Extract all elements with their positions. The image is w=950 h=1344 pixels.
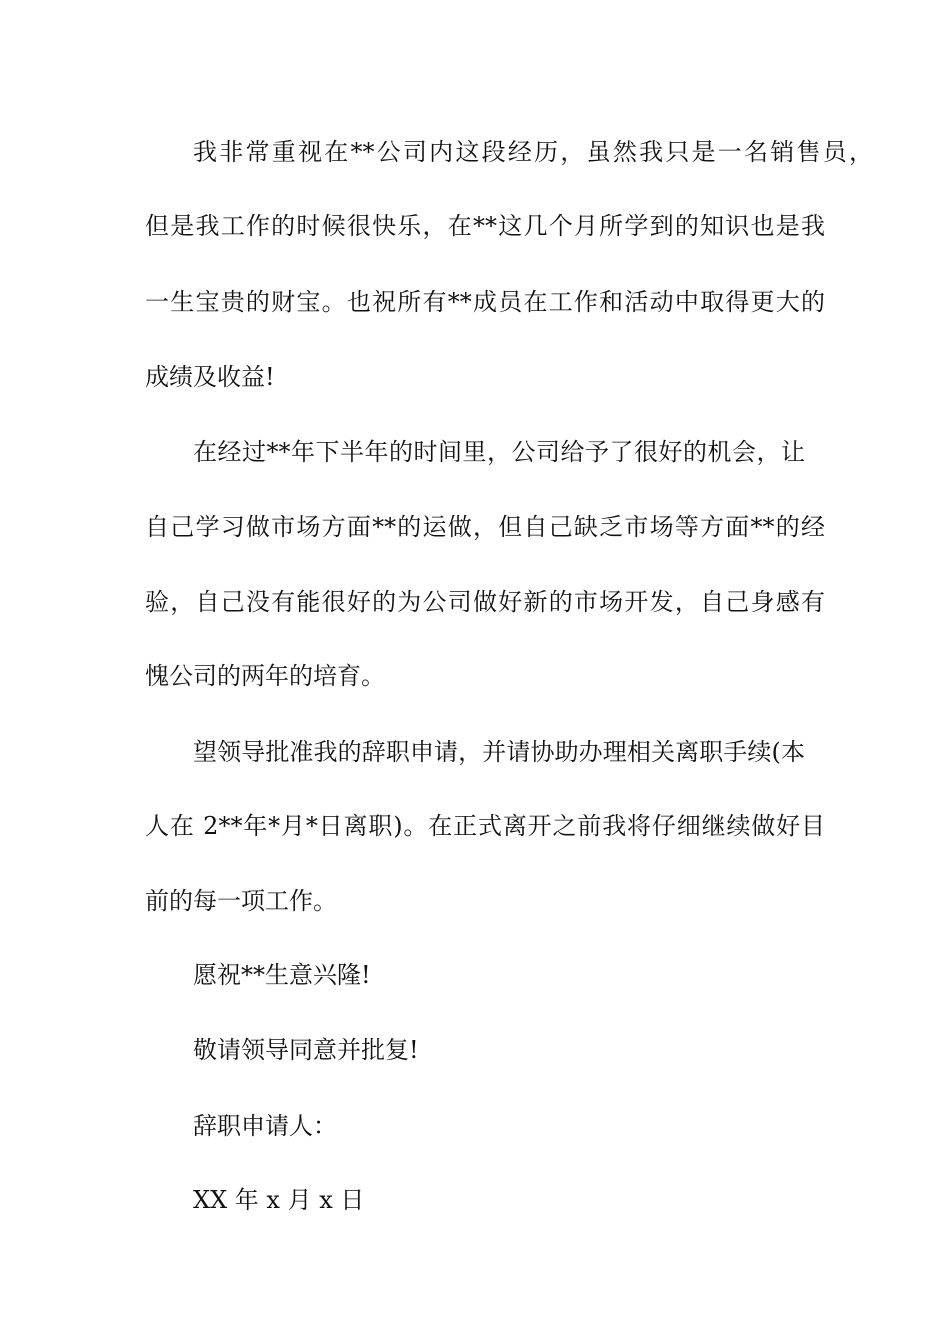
paragraph-2-line-2: 自己学习做市场方面**的运做，但自己缺乏市场等方面**的经 (145, 513, 825, 541)
closing-wish: 愿祝**生意兴隆! (193, 961, 371, 989)
paragraph-1-line-4: 成绩及收益! (145, 363, 275, 391)
paragraph-1-line-1: 我非常重视在**公司内这段经历，虽然我只是一名销售员， (193, 138, 873, 166)
paragraph-1-line-3: 一生宝贵的财宝。也祝所有**成员在工作和活动中取得更大的 (145, 288, 825, 316)
closing-request: 敬请领导同意并批复! (193, 1036, 419, 1064)
paragraph-1-line-2: 但是我工作的时候很快乐，在**这几个月所学到的知识也是我 (145, 212, 825, 240)
signature-date: XX 年 x 月 x 日 (193, 1186, 365, 1214)
paragraph-3-line-2: 人在 2**年*月*日离职)。在正式离开之前我将仔细继续做好目 (145, 812, 825, 840)
paragraph-2-line-4: 愧公司的两年的培育。 (145, 662, 385, 690)
paragraph-3-line-1: 望领导批准我的辞职申请，并请协助办理相关离职手续(本 (193, 738, 805, 766)
applicant-label: 辞职申请人： (193, 1112, 337, 1140)
paragraph-3-line-3: 前的每一项工作。 (145, 887, 337, 915)
paragraph-2-line-1: 在经过**年下半年的时间里，公司给予了很好的机会，让 (193, 438, 805, 466)
paragraph-2-line-3: 验，自己没有能很好的为公司做好新的市场开发，自己身感有 (145, 588, 825, 616)
